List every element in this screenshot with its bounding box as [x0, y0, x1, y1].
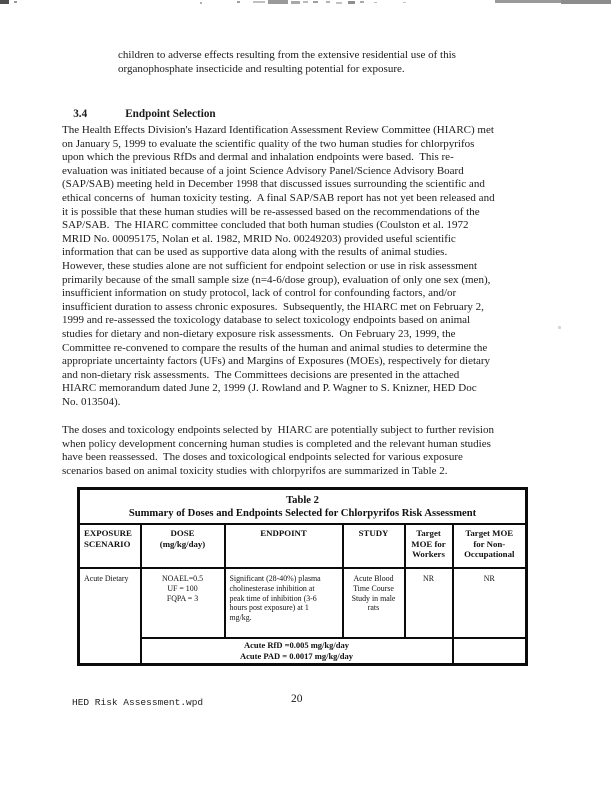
scan-artifact	[291, 1, 300, 4]
intro-paragraph: children to adverse effects resulting from the extensive residential use of this organophosphate insecticide and resulting potential for exposure.	[118, 49, 456, 75]
scan-artifact	[403, 2, 406, 3]
footer-filename: HED Risk Assessment.wpd	[72, 697, 204, 708]
cell-study: Acute Blood Time Course Study in male rats	[343, 568, 405, 638]
column-header-exposure-scenario: EXPOSURE SCENARIO	[79, 524, 141, 568]
cell-exposure-scenario: Acute Dietary	[79, 568, 141, 665]
scan-artifact	[303, 1, 308, 3]
scan-artifact	[268, 0, 288, 4]
column-header-target-moe-workers: Target MOE for Workers	[405, 524, 453, 568]
column-header-target-moe-nonoccupational: Target MOE for Non- Occupational	[453, 524, 527, 568]
scan-artifact	[348, 1, 355, 4]
body-paragraph-2: The doses and toxicology endpoints selected by HIARC are potentially subject to further revision when policy development concerning human studies is completed and the relevant human studies have been reassessed. The doses and toxicological endpoints selected for various exposure scenarios based on animal toxicity studies with chlorpyrifos are summarized in Table 2.	[62, 424, 494, 477]
scan-artifact	[336, 2, 342, 4]
scan-artifact	[561, 0, 611, 4]
scan-artifact	[326, 1, 330, 3]
summary-table	[77, 487, 528, 666]
scan-artifact	[374, 2, 377, 3]
scan-artifact	[237, 1, 240, 3]
body-paragraph-1: The Health Effects Division's Hazard Identification Assessment Review Committee (HIARC) met on January 5, 1999 to evaluate the scientific quality of the two human studies for chlorpyrifos upon which the previous RfDs and dermal and inhalation endpoints were based. This re- evaluation was initiated because of a joint Science Advisory Panel/Science Advisory Board (SAP/SAB) meeting held in December 1998 that discussed issues surrounding the scientific and ethical concerns of human toxicity testing. A final SAP/SAB report has not yet been released and it is possible that these human studies will be re-assessed based on the recommendations of the SAP/SAB. The HIARC committee concluded that both human studies (Coulston et al. 1972 MRID No. 00095175, Nolan et al. 1982, MRID No. 00249203) provided useful scientific information that can be used as supportive data along with the results of animal studies. However, these studies alone are not sufficient for endpoint selection or use in risk assessment primarily because of the small sample size (n=4-6/dose group), evaluation of only one sex (men), insufficient information on study protocol, lack of control for confounding factors, and/or insufficient duration to assess chronic exposures. Subsequently, the HIARC met on February 2, 1999 and re-assessed the toxicology database to select toxicology endpoints based on animal studies for dietary and non-dietary exposure risk assessments. On February 23, 1999, the Committee re-convened to compare the results of the human and animal studies to determine the appropriate uncertainty factors (UFs) and Margins of Exposures (MOEs), respectively for dietary and non-dietary risk assessments. The Committees decisions are presented in the attached HIARC memorandum dated June 2, 1999 (J. Rowland and P. Wagner to S. Knizner, HED Doc No. 013504).	[62, 124, 495, 408]
scan-artifact	[360, 1, 364, 3]
scan-artifact	[253, 1, 265, 3]
cell-rfd-pad-summary: Acute RfD =0.005 mg/kg/day Acute PAD = 0.0017 mg/kg/day	[141, 638, 453, 665]
cell-target-moe-nonoccupational: NR	[453, 568, 527, 638]
column-header-study: STUDY	[343, 524, 405, 568]
section-title: Endpoint Selection	[125, 108, 216, 120]
table-summary-row	[79, 638, 527, 665]
scan-artifact	[0, 0, 9, 4]
scan-artifact	[558, 326, 561, 329]
cell-endpoint: Significant (28-40%) plasma cholinesterase inhibition at peak time of inhibition (3-6 hours post exposure) at 1 mg/kg.	[225, 568, 343, 638]
section-number: 3.4	[73, 108, 88, 120]
cell-dose: NOAEL=0.5 UF = 100 FQPA = 3	[141, 568, 225, 638]
column-header-endpoint: ENDPOINT	[225, 524, 343, 568]
scan-artifact	[200, 2, 202, 4]
cell-summary-empty	[453, 638, 527, 665]
scan-artifact	[313, 1, 318, 3]
scan-artifact	[14, 1, 17, 3]
column-header-dose: DOSE (mg/kg/day)	[141, 524, 225, 568]
table-row	[79, 568, 527, 638]
cell-target-moe-workers: NR	[405, 568, 453, 638]
footer-page-number: 20	[291, 693, 303, 705]
table-title: Table 2 Summary of Doses and Endpoints Selected for Chlorpyrifos Risk Assessment	[79, 489, 527, 525]
